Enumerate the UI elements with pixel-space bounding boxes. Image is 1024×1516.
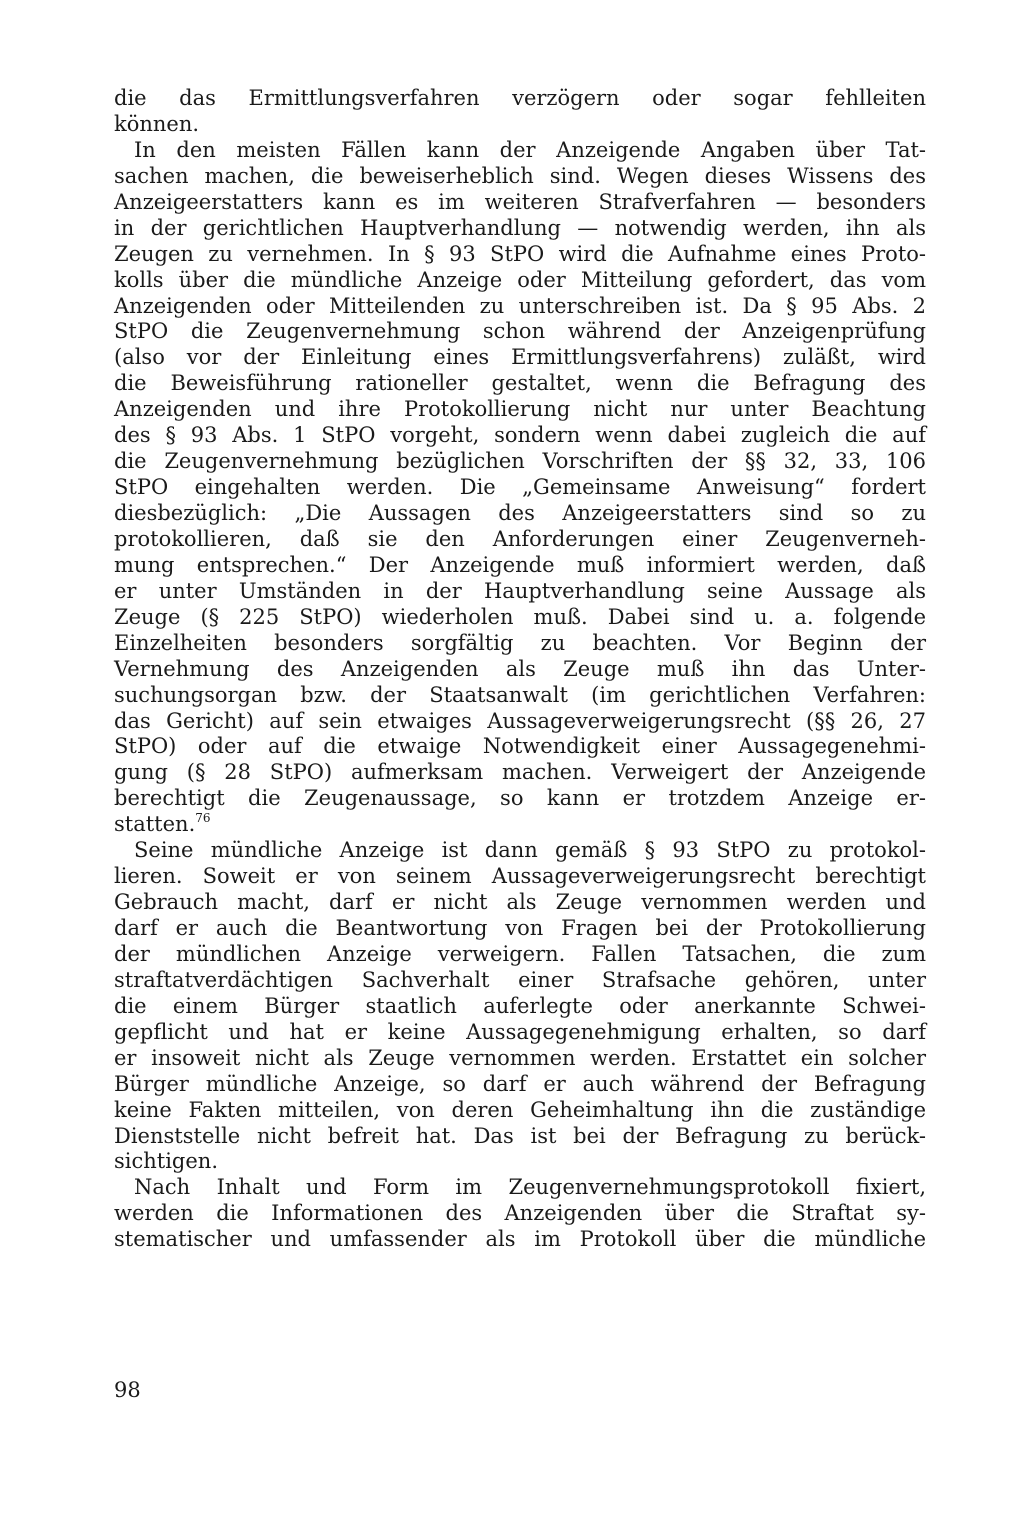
text-line [114, 631, 926, 657]
text-line [114, 164, 926, 190]
text-line-content: Gebrauch macht, darf er nicht als Zeuge vernommen werden und [114, 890, 926, 915]
text-line-content: In den meisten Fällen kann der Anzeigende Angaben über Tat- [134, 137, 926, 162]
text-line-content: in der gerichtlichen Hauptverhandlung — notwendig werden, ihn als [114, 215, 926, 240]
text-line-content: des § 93 Abs. 1 StPO vorgeht, sondern wenn dabei zugleich die auf [114, 423, 926, 448]
text-line [114, 319, 926, 345]
text-line [114, 527, 926, 553]
text-line [114, 1046, 926, 1072]
text-line-content: Zeugen zu vernehmen. In § 93 StPO wird die Aufnahme eines Proto- [114, 241, 926, 266]
text-line-content: StPO eingehalten werden. Die „Gemeinsame Anweisung“ fordert [114, 475, 926, 500]
text-line-content: die das Ermittlungsverfahren verzögern oder sogar fehlleiten [114, 86, 926, 110]
text-line [114, 1175, 926, 1201]
text-line [114, 86, 926, 112]
text-line [114, 190, 926, 216]
text-line [114, 734, 926, 760]
text-line [114, 242, 926, 268]
text-line-content: Anzeigenden oder Mitteilenden zu unterschreiben ist. Da § 95 Abs. 2 [114, 293, 926, 318]
text-line-content: sachen machen, die beweiserheblich sind. Wegen dieses Wissens des [114, 163, 926, 188]
footnote-marker: 76 [195, 811, 211, 826]
text-line [114, 994, 926, 1020]
text-line [114, 968, 926, 994]
text-line-content: suchungsorgan bzw. der Staatsanwalt (im gerichtlichen Verfahren: [114, 682, 926, 707]
text-line [114, 1124, 926, 1150]
text-line [114, 112, 926, 138]
text-line-content: können. [114, 111, 200, 136]
text-line-content: der mündlichen Anzeige verweigern. Fallen Tatsachen, die zum [114, 941, 926, 966]
text-line [114, 760, 926, 786]
text-line [114, 1098, 926, 1124]
text-line-content: mung entsprechen.“ Der Anzeigende muß informiert werden, daß [114, 552, 926, 577]
text-line [114, 786, 926, 812]
text-line-content: darf er auch die Beantwortung von Fragen bei der Protokollierung [114, 916, 926, 940]
text-line [114, 709, 926, 735]
text-line-content: Bürger mündliche Anzeige, so darf er auch während der Befragung [114, 1071, 926, 1096]
text-line-content: gepflicht und hat er keine Aussagegenehmigung erhalten, so darf [114, 1019, 926, 1044]
text-line [114, 838, 926, 864]
text-line-content: er unter Umständen in der Hauptverhandlung seine Aussage als [114, 578, 926, 603]
text-line [114, 605, 926, 631]
text-line-content: Dienststelle nicht befreit hat. Das ist bei der Befragung zu berück- [114, 1123, 926, 1148]
text-line [114, 683, 926, 709]
text-line-content: berechtigt die Zeugenaussage, so kann er trotzdem Anzeige er- [114, 786, 926, 811]
text-line-content: Anzeigenden und ihre Protokollierung nicht nur unter Beachtung [114, 397, 926, 422]
text-line [114, 475, 926, 501]
text-line [114, 553, 926, 579]
text-line [114, 1072, 926, 1098]
text-line-content: sichtigen. [114, 1149, 219, 1174]
text-line-content: Vernehmung des Anzeigenden als Zeuge muß ihn das Unter- [114, 656, 926, 681]
text-line [114, 890, 926, 916]
text-line [114, 449, 926, 475]
text-line-content: werden die Informationen des Anzeigenden über die Straftat sy- [114, 1201, 926, 1226]
text-line [114, 1227, 926, 1253]
text-line-content: (also vor der Einleitung eines Ermittlungsverfahrens) zuläßt, wird [114, 345, 926, 370]
text-line-content: protokollieren, daß sie den Anforderungen einer Zeugenverneh- [114, 526, 926, 551]
text-line [114, 268, 926, 294]
text-line-content: Einzelheiten besonders sorgfältig zu beachten. Vor Beginn der [114, 630, 926, 655]
text-line-content: Anzeigeerstatters kann es im weiteren Strafverfahren — besonders [114, 189, 926, 214]
text-line [114, 216, 926, 242]
text-line-content: diesbezüglich: „Die Aussagen des Anzeigeerstatters sind so zu [114, 501, 926, 525]
text-line-content: Seine mündliche Anzeige ist dann gemäß § 93 StPO zu protokol- [134, 838, 926, 863]
text-line [114, 812, 926, 838]
text-line-content: die Zeugenvernehmung bezüglichen Vorschriften der §§ 32, 33, 106 [114, 449, 926, 474]
text-line [114, 1149, 926, 1175]
text-line [114, 138, 926, 164]
text-line [114, 345, 926, 371]
text-line-content: StPO die Zeugenvernehmung schon während der Anzeigenprüfung [114, 319, 926, 344]
text-line-content: stematischer und umfassender als im Protokoll über die mündliche [114, 1227, 926, 1252]
text-line-content: statten. [114, 812, 196, 837]
text-line-content: lieren. Soweit er von seinem Aussageverweigerungsrecht berechtigt [114, 864, 926, 889]
text-line [114, 1020, 926, 1046]
text-line-content: er insoweit nicht als Zeuge vernommen werden. Erstattet ein solcher [114, 1045, 926, 1070]
text-line [114, 294, 926, 320]
text-line-content: keine Fakten mitteilen, von deren Geheimhaltung ihn die zuständige [114, 1097, 926, 1122]
text-line-content: straftatverdächtigen Sachverhalt einer Strafsache gehören, unter [114, 967, 926, 992]
page-number: 98 [114, 1378, 141, 1402]
text-line-content: gung (§ 28 StPO) aufmerksam machen. Verweigert der Anzeigende [114, 760, 926, 785]
text-line [114, 864, 926, 890]
text-line-content: die Beweisführung rationeller gestaltet, wenn die Befragung des [114, 371, 926, 396]
text-line [114, 1201, 926, 1227]
text-line [114, 579, 926, 605]
text-line-content: das Gericht) auf sein etwaiges Aussageverweigerungsrecht (§§ 26, 27 [114, 708, 926, 733]
text-line [114, 657, 926, 683]
text-line-content: StPO) oder auf die etwaige Notwendigkeit einer Aussagegenehmi- [114, 734, 926, 759]
text-line [114, 942, 926, 968]
text-line [114, 916, 926, 942]
body-text [114, 86, 926, 1253]
text-line-content: kolls über die mündliche Anzeige oder Mitteilung gefordert, das vom [114, 267, 926, 292]
text-line-content: Nach Inhalt und Form im Zeugenvernehmungsprotokoll fixiert, [134, 1175, 926, 1200]
text-line [114, 397, 926, 423]
text-line-content: die einem Bürger staatlich auferlegte oder anerkannte Schwei- [114, 993, 926, 1018]
text-line-content: Zeuge (§ 225 StPO) wiederholen muß. Dabei sind u. a. folgende [114, 604, 926, 629]
text-line [114, 501, 926, 527]
text-line [114, 371, 926, 397]
text-line [114, 423, 926, 449]
